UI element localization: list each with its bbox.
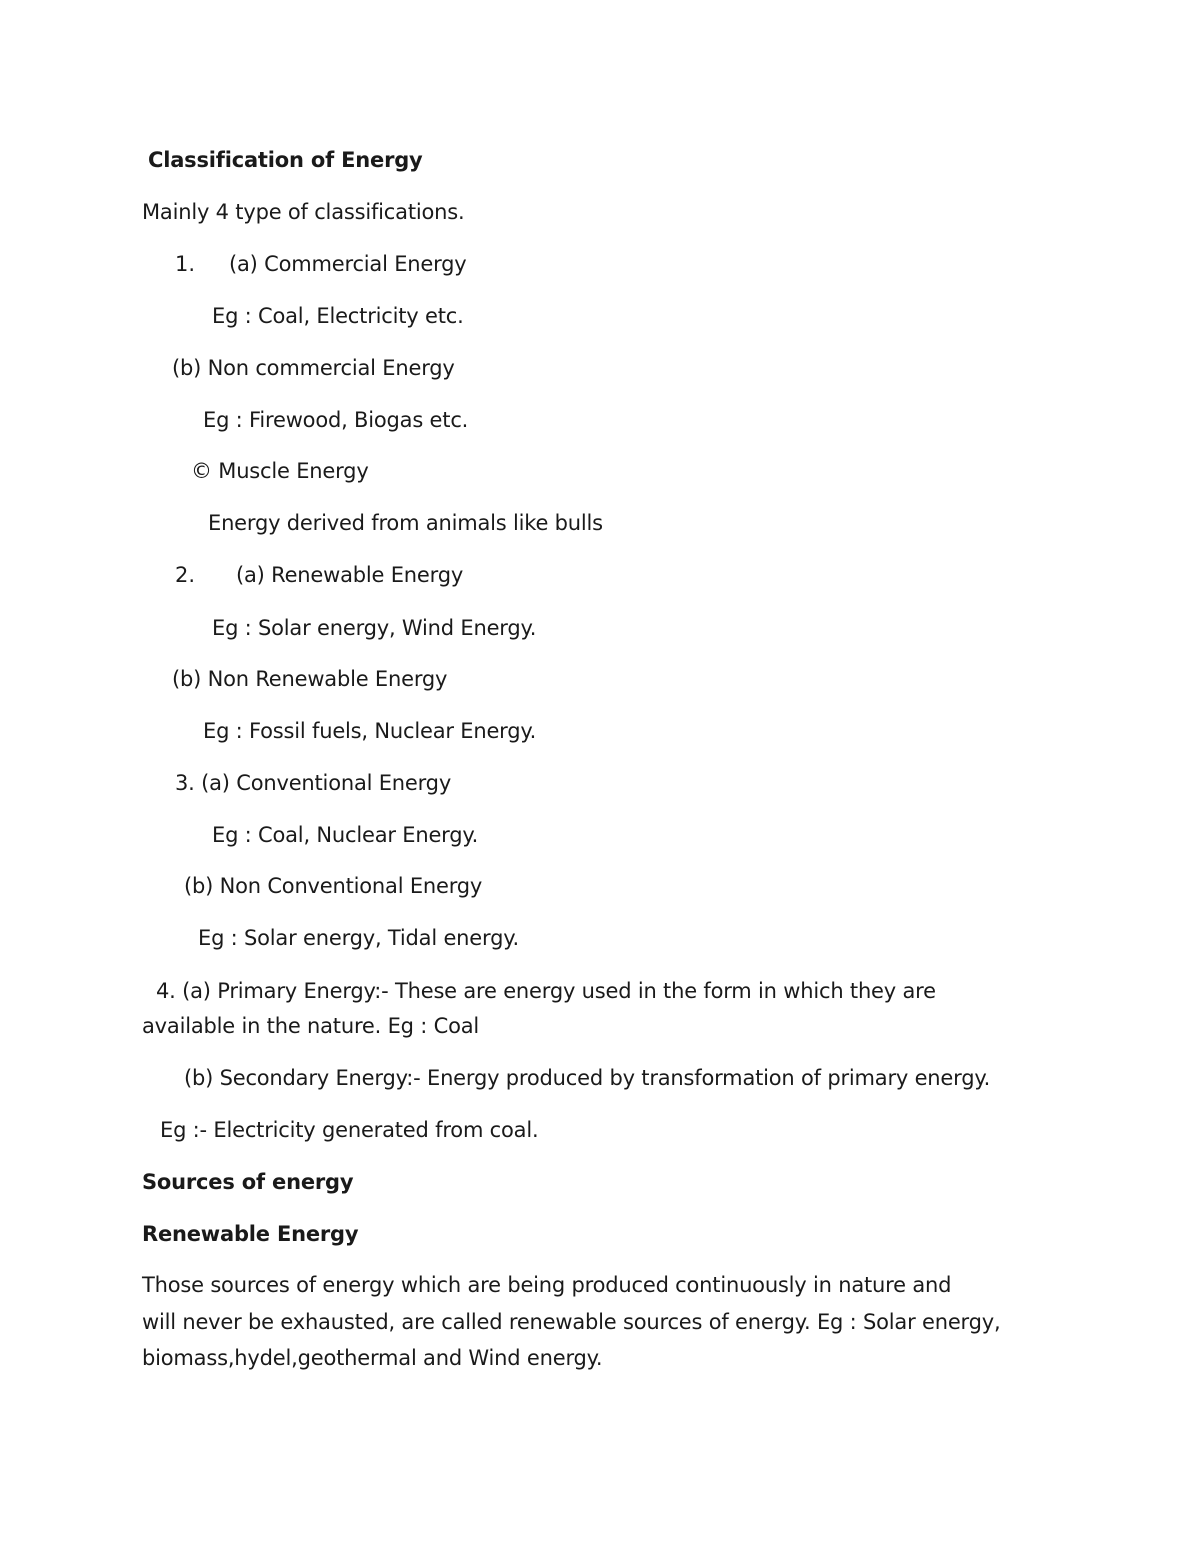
renewable-paragraph-line2: will never be exhausted, are called renewable sources of energy. Eg : Solar energy, — [142, 1310, 1001, 1334]
item1-c-description: Energy derived from animals like bulls — [208, 511, 603, 535]
item4-b-heading: (b) Secondary Energy:- Energy produced by transformation of primary energy. — [184, 1066, 991, 1090]
item2-a-heading: (a) Renewable Energy — [236, 563, 464, 587]
item1-b-heading: (b) Non commercial Energy — [172, 356, 455, 380]
item1-b-example: Eg : Firewood, Biogas etc. — [203, 408, 469, 432]
item2-a-example: Eg : Solar energy, Wind Energy. — [212, 616, 537, 640]
intro-text: Mainly 4 type of classifications. — [142, 200, 465, 224]
item3-a-heading: 3. (a) Conventional Energy — [175, 771, 452, 795]
renewable-heading: Renewable Energy — [142, 1222, 359, 1246]
item2-b-example: Eg : Fossil fuels, Nuclear Energy. — [203, 719, 537, 743]
item1-a-example: Eg : Coal, Electricity etc. — [212, 304, 464, 328]
item3-b-heading: (b) Non Conventional Energy — [184, 874, 483, 898]
item4-a-line2: available in the nature. Eg : Coal — [142, 1014, 480, 1038]
item2-number: 2. — [175, 563, 196, 587]
renewable-paragraph-line3: biomass,hydel,geothermal and Wind energy. — [142, 1346, 603, 1370]
item1-number: 1. — [175, 252, 196, 276]
renewable-paragraph-line1: Those sources of energy which are being produced continuously in nature and — [142, 1273, 952, 1297]
item1-c-heading: © Muscle Energy — [191, 459, 369, 483]
item1-a-heading: (a) Commercial Energy — [229, 252, 467, 276]
sources-heading: Sources of energy — [142, 1170, 354, 1194]
item4-a-line1: 4. (a) Primary Energy:- These are energy used in the form in which they are — [156, 979, 936, 1003]
item2-b-heading: (b) Non Renewable Energy — [172, 667, 448, 691]
page-title: Classification of Energy — [148, 148, 423, 172]
item3-a-example: Eg : Coal, Nuclear Energy. — [212, 823, 479, 847]
item4-b-example: Eg :- Electricity generated from coal. — [160, 1118, 539, 1142]
item3-b-example: Eg : Solar energy, Tidal energy. — [198, 926, 519, 950]
